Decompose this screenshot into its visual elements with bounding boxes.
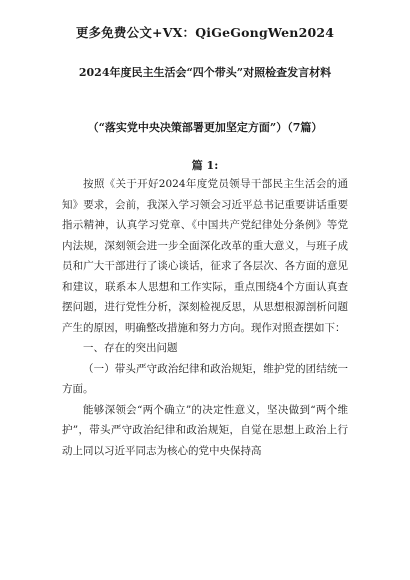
promo-banner: 更多免费公文+VX：QiGeGongWen2024 — [75, 25, 335, 40]
section-label: 篇 1: — [191, 159, 219, 172]
body-paragraph: 能够深领会“两个确立”的决定性意义，坚决做到“两个维护”，带头严守政治纪律和政治规矩，自觉在思想上政治上行动上同以习近平同志为核心的党中央保持高 — [62, 403, 348, 457]
subsection-heading: （一）带头严守政治纪律和政治规矩，维护党的团结统一方面。 — [62, 362, 348, 395]
document-body — [62, 174, 348, 461]
body-paragraph: 按照《关于开好2024年度党员领导干部民主生活会的通知》要求，会前，我深入学习领会习近平总书记重要讲话重要指示精神，认真学习党章、《中国共产党纪律处分条例》等党内法规，深刻领会进一步全面深化改革的重大意义，与班子成员和广大干部进行了谈心谈话，征求了各层次、各方面的意见和建议，联系本人思想和工作实际，重点围绕4个方面认真查摆问题，进行党性分析，深刻检视反思，从思想根源剖析问题产生的原因，明确整改措施和努力方向。现作对照查摆如下： — [62, 178, 348, 334]
document-subtitle: （“落实党中央决策部署更加坚定方面”）（7篇） — [87, 121, 323, 134]
section-heading: 一、存在的突出问题 — [83, 342, 178, 354]
document-title: 2024年度民主生活会“四个带头”对照检查发言材料 — [78, 66, 332, 79]
